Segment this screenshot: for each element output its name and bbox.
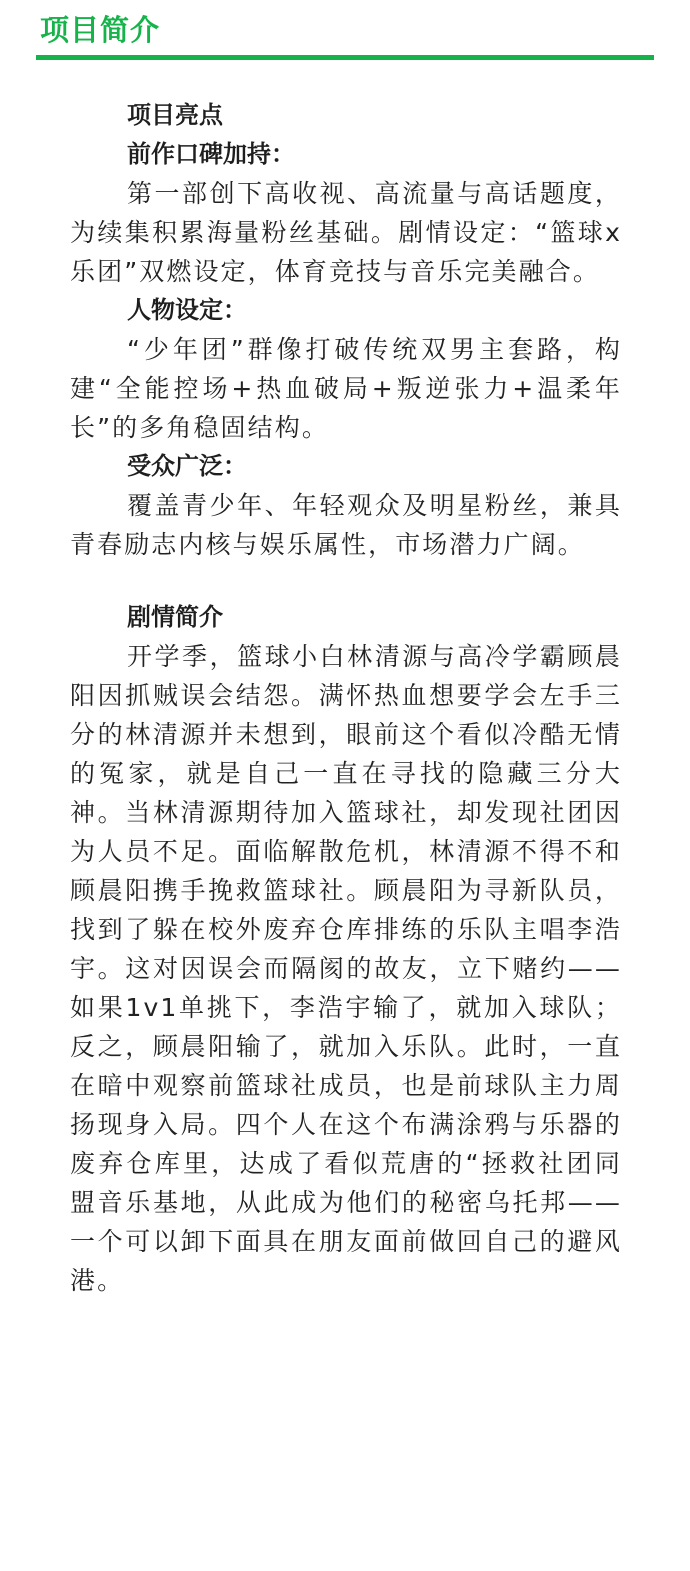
highlight-title-reputation: 前作口碑加持： xyxy=(127,140,295,168)
section-header xyxy=(36,0,654,62)
page-title: 项目简介 xyxy=(40,13,161,47)
highlight-text-characters: “少年团”群像打破传统双男主套路，构建“全能控场+热血破局+叛逆张力+温柔年长”的多角稳固结构。 xyxy=(70,335,622,442)
header-divider xyxy=(36,55,654,60)
synopsis-heading: 剧情简介 xyxy=(127,603,223,631)
synopsis-text: 开学季，篮球小白林清源与高冷学霸顾晨阳因抓贼误会结怨。满怀热血想要学会左手三分的林清源并未想到，眼前这个看似冷酷无情的冤家，就是自己一直在寻找的隐藏三分大神。当林清源期待加入篮球社，却发现社团因为人员不足。面临解散危机，林清源不得不和顾晨阳携手挽救篮球社。顾晨阳为寻新队员，找到了躲在校外废弃仓库排练的乐队主唱李浩宇。这对因误会而隔阂的故友，立下赌约——如果1v1单挑下，李浩宇输了，就加入球队；反之，顾晨阳输了，就加入乐队。此时，一直在暗中观察前篮球社成员，也是前球队主力周扬现身入局。四个人在这个布满涂鸦与乐器的废弃仓库里，达成了看似荒唐的“拯救社团同盟音乐基地，从此成为他们的秘密乌托邦——一个可以卸下面具在朋友面前做回自己的避风港。 xyxy=(70,642,622,1295)
highlights-heading: 项目亮点 xyxy=(127,101,223,129)
article-body xyxy=(70,96,622,1300)
highlight-title-characters: 人物设定： xyxy=(127,296,247,324)
highlight-text-audience: 覆盖青少年、年轻观众及明星粉丝，兼具青春励志内核与娱乐属性，市场潜力广阔。 xyxy=(70,491,622,559)
highlight-title-audience: 受众广泛： xyxy=(127,452,247,480)
highlight-text-reputation: 第一部创下高收视、高流量与高话题度，为续集积累海量粉丝基础。剧情设定：“篮球x乐团”双燃设定，体育竞技与音乐完美融合。 xyxy=(70,179,622,286)
section-spacer xyxy=(70,564,622,598)
